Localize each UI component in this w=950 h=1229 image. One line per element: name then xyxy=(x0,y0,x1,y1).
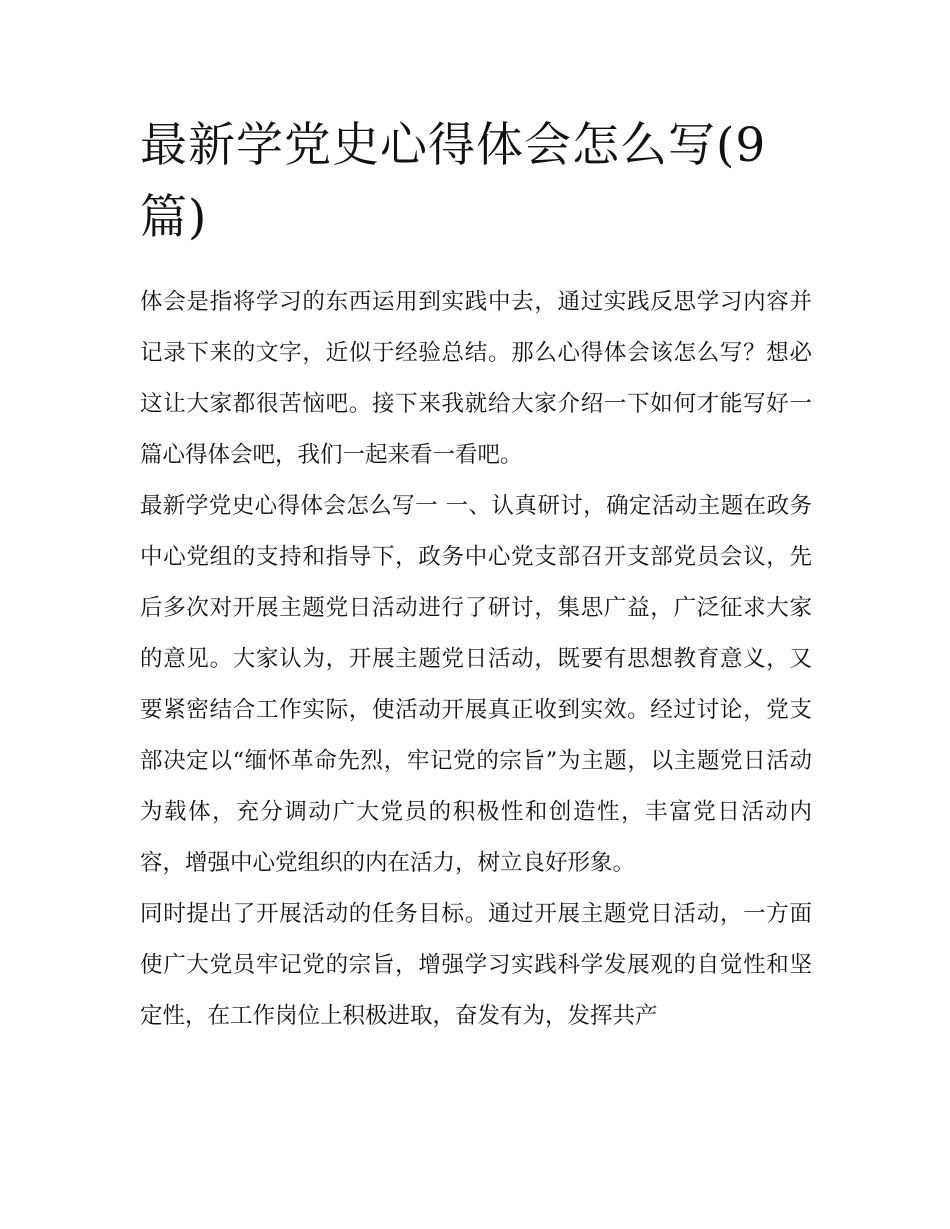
document-body xyxy=(140,277,812,1042)
task-goals-paragraph: 同时提出了开展活动的任务目标。通过开展主题党日活动，一方面使广大党员牢记党的宗旨，增强学习实践科学发展观的自觉性和坚定性，在工作岗位上积极进取，奋发有为，发挥共产 xyxy=(140,901,812,1029)
section-one-paragraph: 最新学党史心得体会怎么写一 一、认真研讨，确定活动主题在政务中心党组的支持和指导下，政务中心党支部召开支部党员会议，先后多次对开展主题党日活动进行了研讨，集思广益，广泛征求大家的意见。大家认为，开展主题党日活动，既要有思想教育意义，又要紧密结合工作实际，使活动开展真正收到实效。经过讨论，党支部决定以“缅怀革命先烈，牢记党的宗旨”为主题，以主题党日活动为载体，充分调动广大党员的积极性和创造性，丰富党日活动内容，增强中心党组织的内在活力，树立良好形象。 xyxy=(140,493,812,876)
intro-paragraph: 体会是指将学习的东西运用到实践中去，通过实践反思学习内容并记录下来的文字，近似于经验总结。那么心得体会该怎么写？想必这让大家都很苦恼吧。接下来我就给大家介绍一下如何才能写好一篇心得体会吧，我们一起来看一看吧。 xyxy=(140,289,812,468)
document-title: 最新学党史心得体会怎么写(9篇) xyxy=(140,118,767,245)
